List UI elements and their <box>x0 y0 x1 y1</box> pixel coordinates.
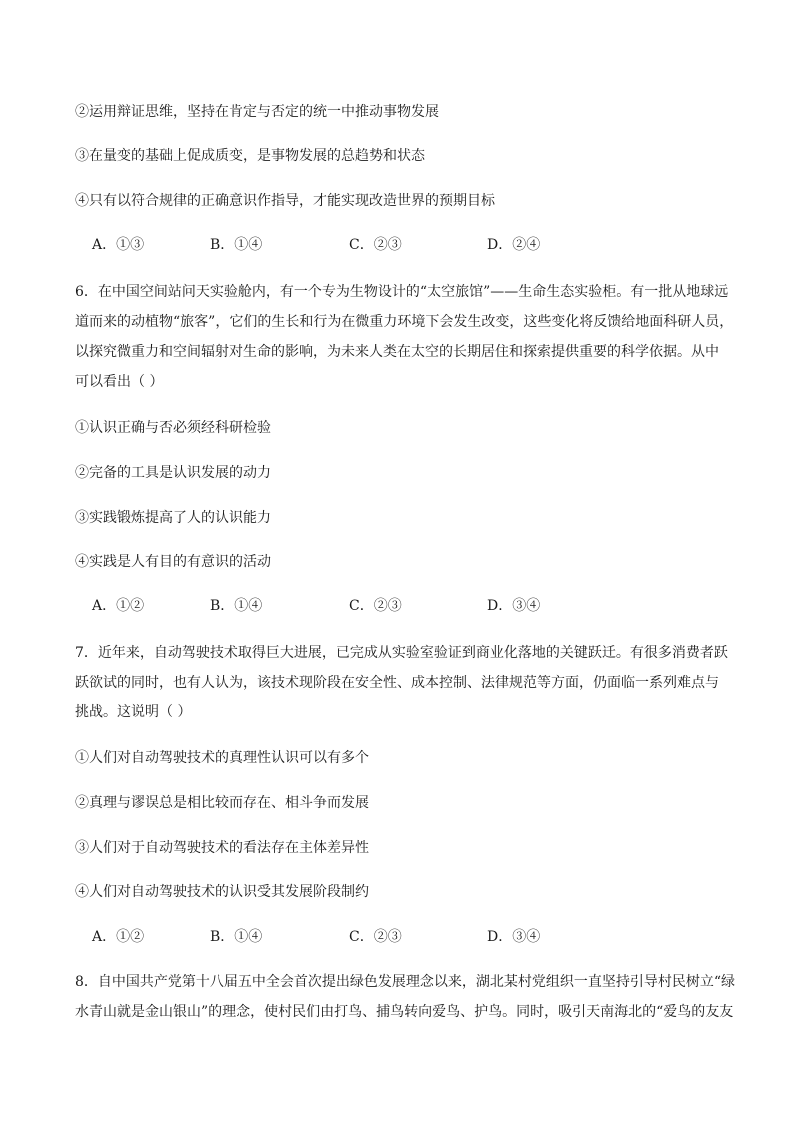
q6-stem-line-1: 6．在中国空间站问天实验舱内，有一个专为生物设计的“太空旅馆”——生命生态实验柜。有一批从地球远 <box>75 284 729 300</box>
q6-stem-line-2: 道而来的动植物“旅客”，它们的生长和行为在微重力环境下会发生改变，这些变化将反馈给地面科研人员， <box>75 314 734 330</box>
q7-option-d: D．③④ <box>487 929 541 945</box>
q7-item-1: ①人们对自动驾驶技术的真理性认识可以有多个 <box>75 750 369 766</box>
q5-item-2: ②运用辩证思维，坚持在肯定与否定的统一中推动事物发展 <box>75 104 439 120</box>
q6-option-d: D．③④ <box>487 598 541 614</box>
q8-stem-line-1: 8．自中国共产党第十八届五中全会首次提出绿色发展理念以来，湖北某村党组织一直坚持引导村民树立“绿 <box>75 974 736 990</box>
q6-item-1: ①认识正确与否必须经科研检验 <box>75 420 271 436</box>
q6-option-a: A．①② <box>92 598 145 614</box>
q7-stem-line-3: 挑战。这说明（ ） <box>75 704 192 720</box>
q5-item-3: ③在量变的基础上促成质变，是事物发展的总趋势和状态 <box>75 148 425 164</box>
q6-stem-line-4: 可以看出（ ） <box>75 374 164 390</box>
q5-option-c: C．②③ <box>349 237 402 253</box>
q8-stem-line-2: 水青山就是金山银山”的理念，使村民们由打鸟、捕鸟转向爱鸟、护鸟。同时，吸引天南海北的“爱鸟的友友 <box>75 1004 734 1020</box>
q7-stem-line-2: 跃欲试的同时，也有人认为，该技术现阶段在安全性、成本控制、法律规范等方面，仍面临一系列难点与 <box>75 675 719 691</box>
q5-option-b: B．①④ <box>210 237 263 253</box>
q7-item-4: ④人们对自动驾驶技术的认识受其发展阶段制约 <box>75 884 369 900</box>
q7-option-c: C．②③ <box>349 929 402 945</box>
q6-item-3: ③实践锻炼提高了人的认识能力 <box>75 510 271 526</box>
q6-item-2: ②完备的工具是认识发展的动力 <box>75 465 271 481</box>
q6-item-4: ④实践是人有目的有意识的活动 <box>75 554 271 570</box>
q7-item-3: ③人们对于自动驾驶技术的看法存在主体差异性 <box>75 840 369 856</box>
q6-stem-line-3: 以探究微重力和空间辐射对生命的影响，为未来人类在太空的长期居住和探索提供重要的科学依据。从中 <box>75 344 719 360</box>
q7-option-a: A．①② <box>92 929 145 945</box>
q7-item-2: ②真理与谬误总是相比较而存在、相斗争而发展 <box>75 795 369 811</box>
q5-option-a: A．①③ <box>92 237 145 253</box>
q6-option-b: B．①④ <box>210 598 263 614</box>
q5-item-4: ④只有以符合规律的正确意识作指导，才能实现改造世界的预期目标 <box>75 193 495 209</box>
q7-option-b: B．①④ <box>210 929 263 945</box>
q6-option-c: C．②③ <box>349 598 402 614</box>
q7-stem-line-1: 7．近年来，自动驾驶技术取得巨大进展，已完成从实验室验证到商业化落地的关键跃迁。有很多消费者跃 <box>75 645 728 661</box>
q5-option-d: D．②④ <box>487 237 541 253</box>
